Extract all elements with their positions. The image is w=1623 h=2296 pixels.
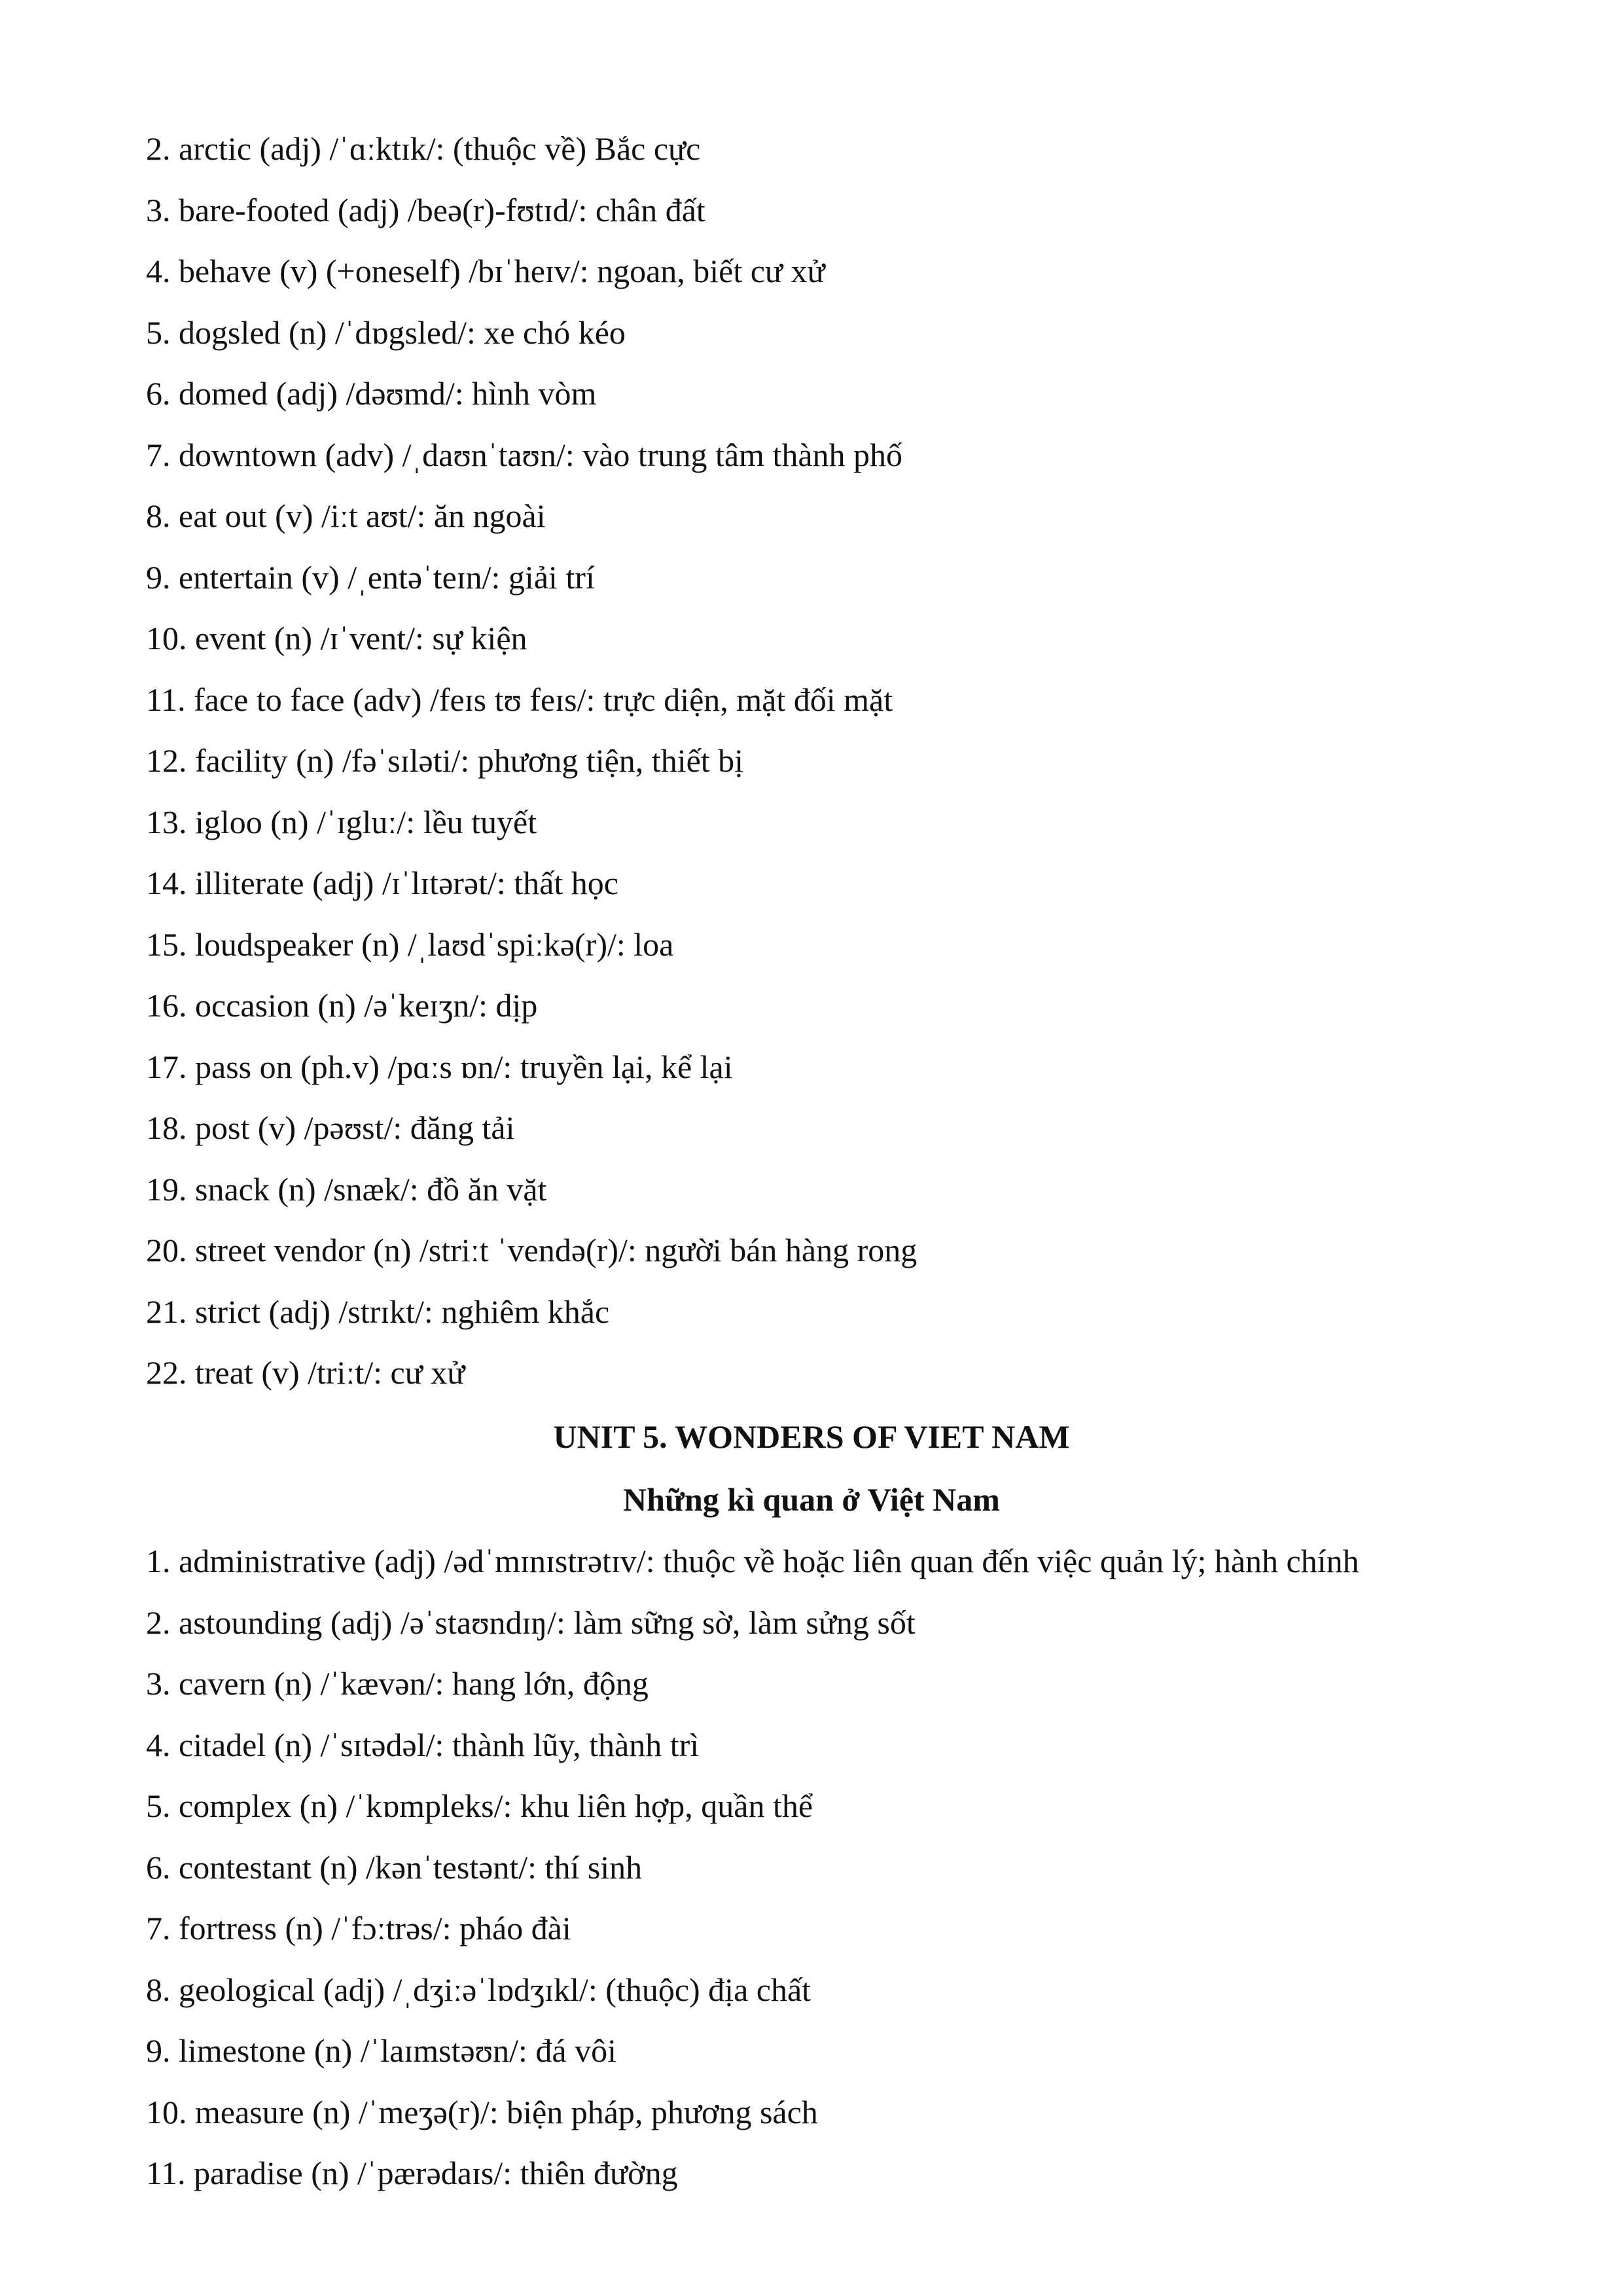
vocab-item: 5. dogsled (n) /ˈdɒgsled/: xe chó kéo [146, 314, 626, 351]
vocab-item: 6. domed (adj) /dəʊmd/: hình vòm [146, 375, 597, 412]
vocab-item: 14. illiterate (adj) /ɪˈlɪtərət/: thất học [146, 865, 618, 901]
vocab-item: 15. loudspeaker (n) /ˌlaʊdˈspiːkə(r)/: loa [146, 925, 674, 963]
vocab-item: 5. complex (n) /ˈkɒmpleks/: khu liên hợp, quần thể [146, 1787, 813, 1824]
vocab-item: 21. strict (adj) /strɪkt/: nghiêm khắc [146, 1293, 610, 1330]
vocab-item: 2. arctic (adj) /ˈɑːktɪk/: (thuộc về) Bắc cực [146, 130, 701, 167]
vocab-item: 11. paradise (n) /ˈpærədaɪs/: thiên đường [146, 2155, 678, 2191]
vocab-item: 13. igloo (n) /ˈɪgluː/: lều tuyết [146, 803, 537, 840]
vocab-item: 19. snack (n) /snæk/: đồ ăn vặt [146, 1170, 547, 1208]
vocab-item: 3. bare-footed (adj) /beə(r)-fʊtɪd/: chân đất [146, 191, 705, 228]
vocab-item: 16. occasion (n) /əˈkeɪʒn/: dịp [146, 987, 538, 1024]
vocab-list-previous-unit [146, 126, 1520, 1411]
vocab-item: 3. cavern (n) /ˈkævən/: hang lớn, động [146, 1665, 649, 1702]
vocab-item: 4. citadel (n) /ˈsɪtədəl/: thành lũy, thành trì [146, 1726, 700, 1763]
vocab-item: 7. fortress (n) /ˈfɔːtrəs/: pháo đài [146, 1910, 571, 1946]
vocab-item: 1. administrative (adj) /ədˈmɪnɪstrətɪv/: thuộc về hoặc liên quan đến việc quản lý; hành chính [146, 1543, 1359, 1579]
vocab-item: 22. treat (v) /triːt/: cư xử [146, 1354, 465, 1391]
vocab-item: 4. behave (v) (+oneself) /bɪˈheɪv/: ngoan, biết cư xử [146, 253, 825, 289]
vocab-item: 6. contestant (n) /kənˈtestənt/: thí sinh [146, 1848, 643, 1886]
vocab-item: 2. astounding (adj) /əˈstaʊndɪŋ/: làm sững sờ, làm sửng sốt [146, 1604, 916, 1641]
vocab-item: 7. downtown (adv) /ˌdaʊnˈtaʊn/: vào trung tâm thành phố [146, 436, 903, 473]
vocab-item: 8. geological (adj) /ˌdʒiːəˈlɒdʒɪkl/: (thuộc) địa chất [146, 1971, 812, 2008]
vocab-item: 10. event (n) /ɪˈvent/: sự kiện [146, 620, 527, 656]
unit-title: UNIT 5. WONDERS OF VIET NAM [553, 1418, 1070, 1455]
vocab-item: 10. measure (n) /ˈmeʒə(r)/: biện pháp, phương sách [146, 2093, 818, 2130]
vocab-item: 9. entertain (v) /ˌentəˈteɪn/: giải trí [146, 558, 595, 596]
vocab-item: 8. eat out (v) /iːt aʊt/: ăn ngoài [146, 497, 546, 534]
vocab-item: 20. street vendor (n) /striːt ˈvendə(r)/: người bán hàng rong [146, 1232, 918, 1268]
vocab-item: 11. face to face (adv) /feɪs tʊ feɪs/: trực diện, mặt đối mặt [146, 681, 893, 718]
vocab-item: 18. post (v) /pəʊst/: đăng tải [146, 1109, 515, 1146]
unit-subtitle: Những kì quan ở Việt Nam [623, 1481, 1000, 1518]
vocab-list-unit5 [146, 1538, 1520, 2212]
vocab-item: 12. facility (n) /fəˈsɪləti/: phương tiện, thiết bị [146, 742, 744, 779]
vocab-item: 17. pass on (ph.v) /pɑːs ɒn/: truyền lại, kể lại [146, 1048, 733, 1085]
vocab-item: 9. limestone (n) /ˈlaɪmstəʊn/: đá vôi [146, 2032, 616, 2069]
